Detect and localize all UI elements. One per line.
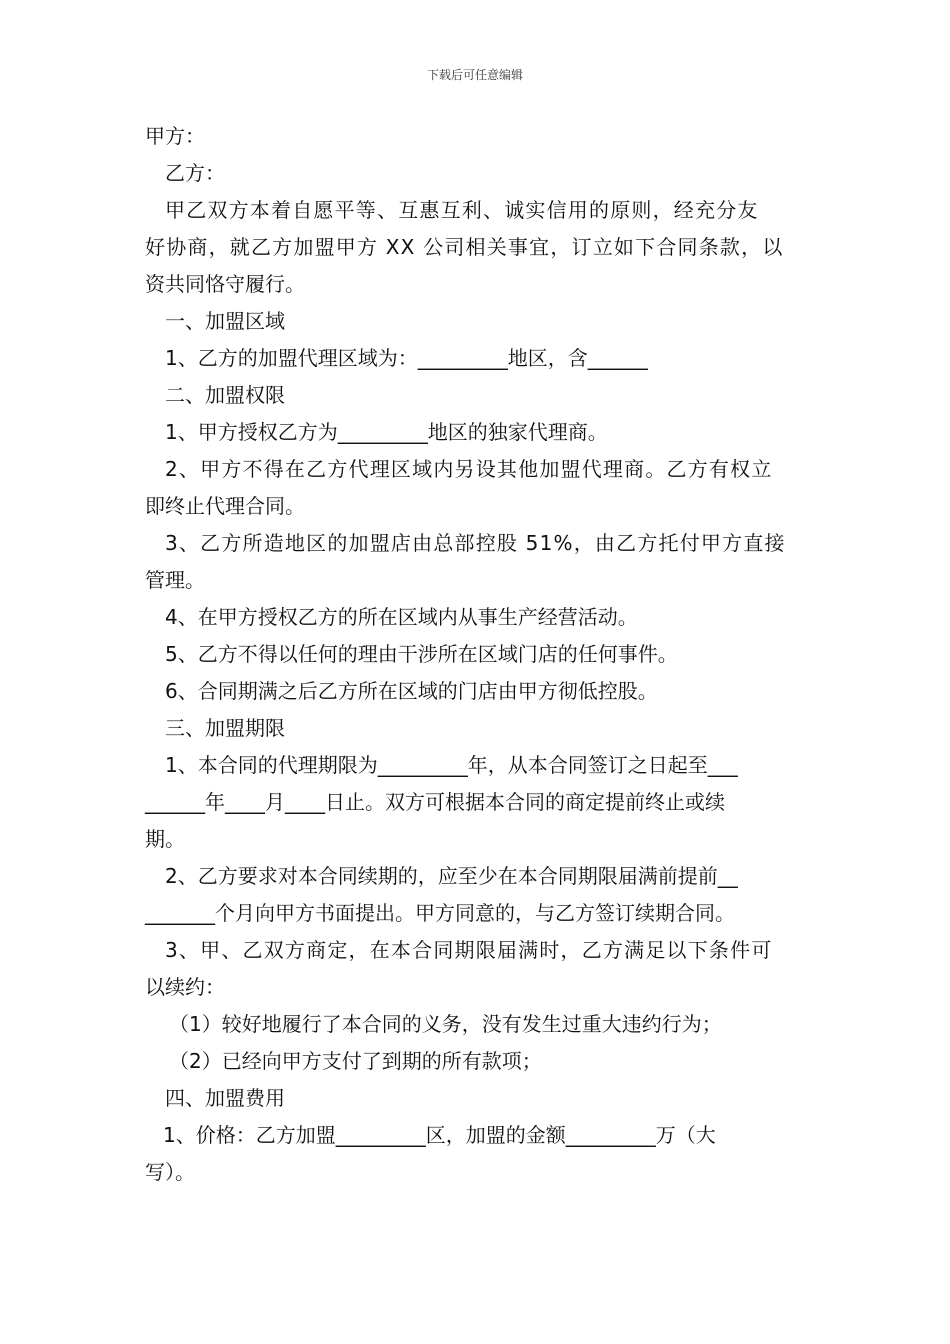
clause-3-2-line-2: _______个月向甲方书面提出。甲方同意的，与乙方签订续期合同。 bbox=[145, 901, 735, 925]
clause-2-6: 6、合同期满之后乙方所在区域的门店由甲方彻低控股。 bbox=[165, 679, 658, 703]
section-heading-4: 四、加盟费用 bbox=[165, 1086, 285, 1110]
clause-2-4: 4、在甲方授权乙方的所在区域内从事生产经营活动。 bbox=[165, 605, 638, 629]
condition-2: （2）已经向甲方支付了到期的所有款项； bbox=[169, 1049, 542, 1073]
clause-3-3-line-1: 3、甲、乙双方商定，在本合同期限届满时，乙方满足以下条件可 bbox=[165, 938, 773, 962]
clause-2-2-line-1: 2、甲方不得在乙方代理区域内另设其他加盟代理商。乙方有权立 bbox=[165, 457, 773, 481]
page-header-note: 下载后可任意编辑 bbox=[426, 68, 523, 82]
contract-body bbox=[145, 118, 809, 1191]
clause-3-2-line-1: 2、乙方要求对本合同续期的，应至少在本合同期限届满前提前__ bbox=[165, 864, 738, 888]
preamble-line-3: 资共同恪守履行。 bbox=[145, 272, 305, 296]
section-heading-2: 二、加盟权限 bbox=[165, 383, 285, 407]
clause-1-1: 1、乙方的加盟代理区域为：_________地区，含______ bbox=[165, 346, 648, 370]
clause-3-1-line-2: ______年____月____日止。双方可根据本合同的商定提前终止或续 bbox=[145, 790, 725, 814]
clause-3-1-line-1: 1、本合同的代理期限为_________年，从本合同签订之日起至___ bbox=[165, 753, 738, 777]
clause-3-3-line-2: 以续约： bbox=[145, 975, 225, 999]
party-a-line: 甲方： bbox=[145, 124, 205, 148]
party-b-line: 乙方： bbox=[165, 161, 225, 185]
clause-3-1-line-3: 期。 bbox=[145, 827, 185, 851]
clause-2-5: 5、乙方不得以任何的理由干涉所在区域门店的任何事件。 bbox=[165, 642, 678, 666]
preamble-line-1: 甲乙双方本着自愿平等、互惠互利、诚实信用的原则，经充分友 bbox=[165, 198, 759, 222]
clause-2-2-line-2: 即终止代理合同。 bbox=[145, 494, 305, 518]
section-heading-1: 一、加盟区域 bbox=[165, 309, 285, 333]
condition-1: （1）较好地履行了本合同的义务，没有发生过重大违约行为； bbox=[169, 1012, 722, 1036]
clause-2-3-line-2: 管理。 bbox=[145, 568, 205, 592]
clause-2-1: 1、甲方授权乙方为_________地区的独家代理商。 bbox=[165, 420, 608, 444]
clause-4-1-line-1: 1、价格：乙方加盟_________区，加盟的金额_________万（大 bbox=[163, 1123, 716, 1147]
clause-4-1-line-2: 写）。 bbox=[145, 1160, 195, 1184]
section-heading-3: 三、加盟期限 bbox=[165, 716, 285, 740]
clause-2-3-line-1: 3、乙方所造地区的加盟店由总部控股 51%，由乙方托付甲方直接 bbox=[165, 531, 786, 555]
preamble-line-2: 好协商，就乙方加盟甲方 XX 公司相关事宜，订立如下合同条款，以 bbox=[145, 235, 784, 259]
